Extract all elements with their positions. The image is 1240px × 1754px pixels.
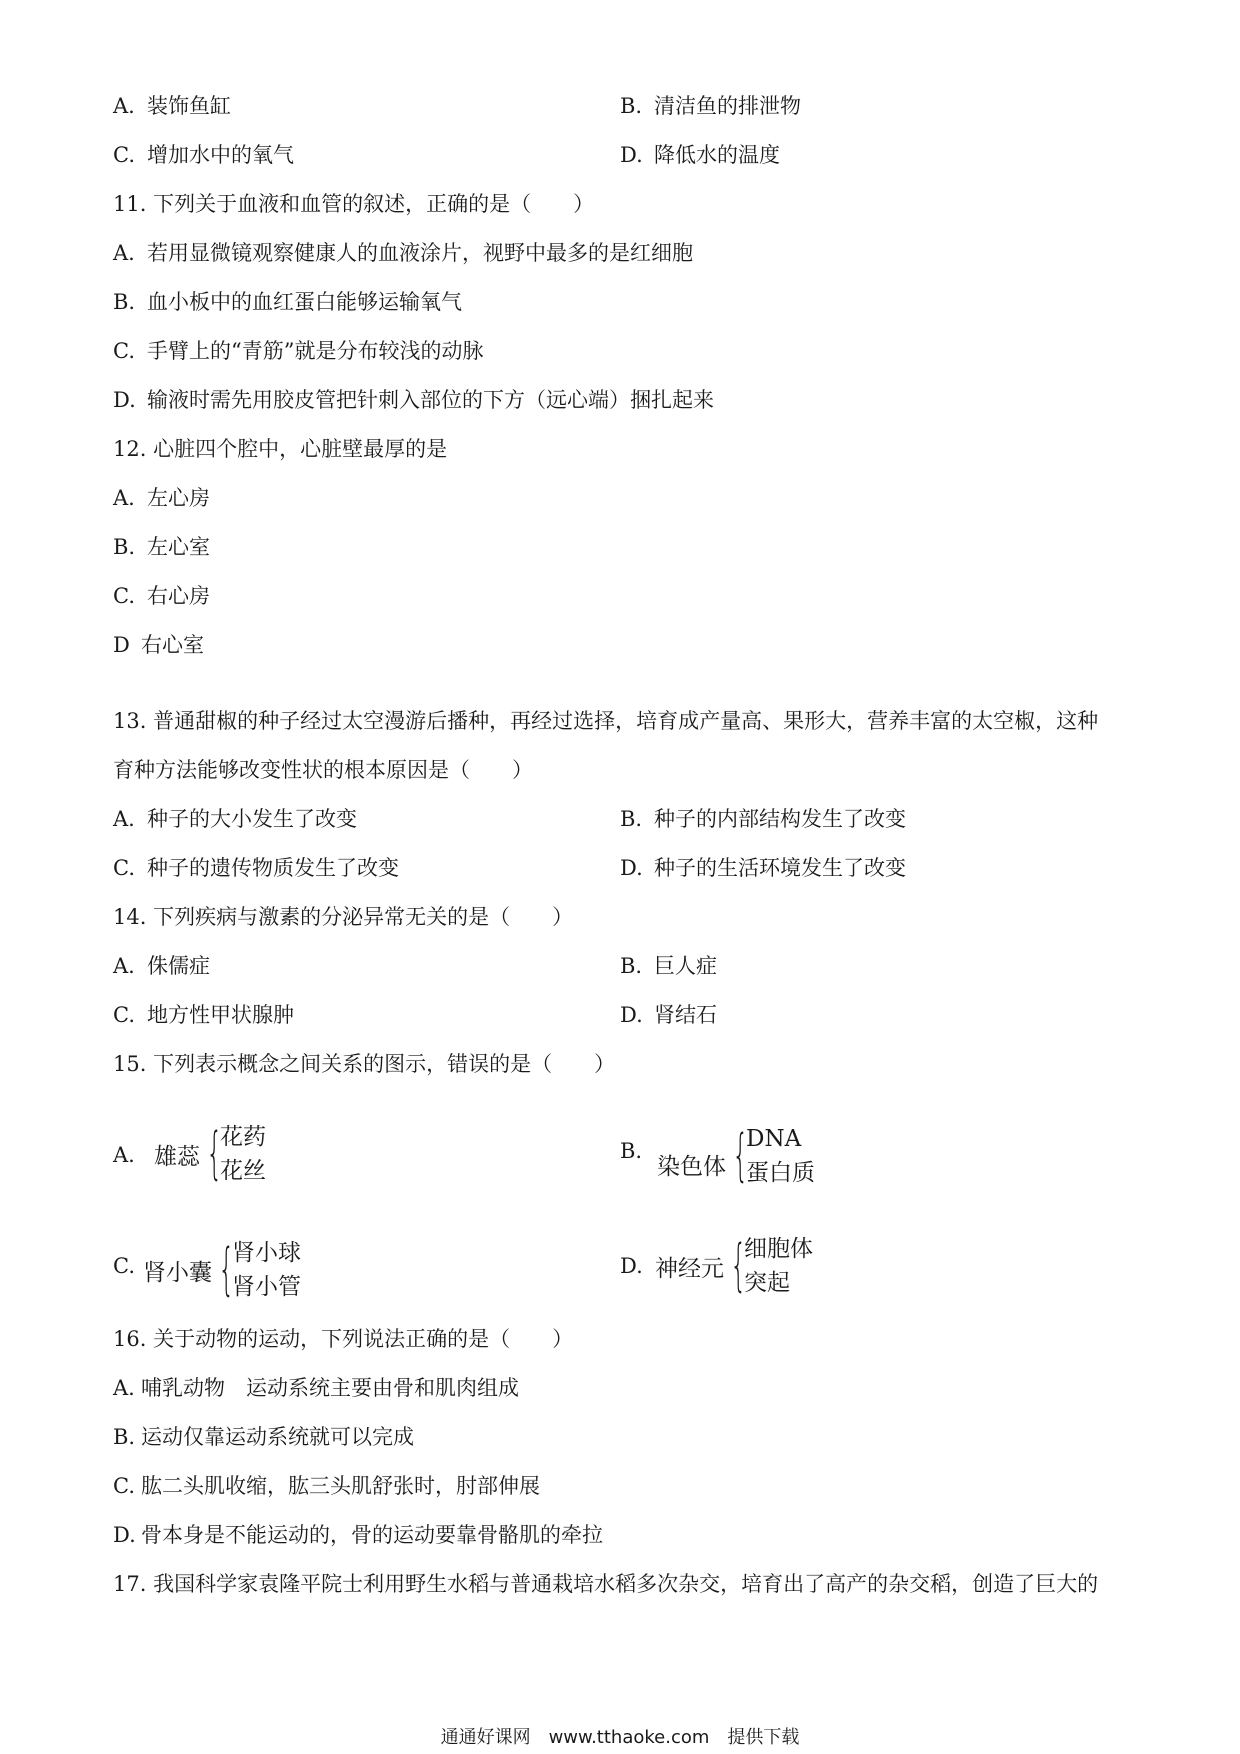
q15-d-item1: 细胞体 [744,1236,813,1262]
q10-option-b: B. 清洁鱼的排泄物 [620,94,801,118]
q13-stem-line2: 育种方法能够改变性状的根本原因是（ ） [113,758,533,782]
q10-option-c: C. 增加水中的氧气 [113,143,294,167]
q16-stem: 16. 关于动物的运动，下列说法正确的是（ ） [113,1327,574,1351]
q16-option-b: B. 运动仅靠运动系统就可以完成 [113,1425,414,1449]
q15-d-item2: 突起 [744,1270,790,1296]
q13-option-c: C. 种子的遗传物质发生了改变 [113,856,399,880]
q15-a-head: 雄蕊 [154,1143,200,1170]
footer-source: 通通好课网 www.tthaoke.com 提供下载 [440,1727,800,1748]
q13-option-d: D. 种子的生活环境发生了改变 [620,856,906,880]
brace-icon: { [732,1123,749,1188]
brace-icon: { [206,1121,223,1186]
q12-option-c: C. 右心房 [113,584,210,608]
q15-option-c-diagram [143,1236,301,1304]
q13-stem-line1: 13. 普通甜椒的种子经过太空漫游后播种，再经过选择，培育成产量高、果形大，营养丰富的太空椒，这种 [113,709,1099,733]
q12-option-b: B. 左心室 [113,535,210,559]
q13-option-a: A. 种子的大小发生了改变 [113,807,357,831]
brace-icon: { [218,1237,235,1302]
q14-option-a: A. 侏儒症 [113,954,210,978]
q15-option-a-label: A. [113,1143,135,1167]
q11-stem: 11. 下列关于血液和血管的叙述，正确的是（ ） [113,192,595,216]
q15-option-b-diagram [657,1122,815,1190]
q13-option-b: B. 种子的内部结构发生了改变 [620,807,906,831]
q15-option-d-diagram [655,1232,813,1300]
q15-stem: 15. 下列表示概念之间关系的图示，错误的是（ ） [113,1052,616,1076]
q11-option-a: A. 若用显微镜观察健康人的血液涂片，视野中最多的是红细胞 [113,241,693,265]
q15-b-item2: 蛋白质 [746,1160,815,1186]
q16-option-c: C. 肱二头肌收缩，肱三头肌舒张时，肘部伸展 [113,1474,540,1498]
q10-option-d: D. 降低水的温度 [620,143,780,167]
q15-c-item2: 肾小管 [232,1274,301,1300]
q16-option-d: D. 骨本身是不能运动的，骨的运动要靠骨骼肌的牵拉 [113,1523,603,1547]
q12-option-d: D 右心室 [113,633,204,657]
q15-d-head: 神经元 [655,1255,724,1282]
q14-option-d: D. 肾结石 [620,1003,717,1027]
q11-option-c: C. 手臂上的“青筋”就是分布较浅的动脉 [113,339,484,363]
q15-c-head: 肾小囊 [143,1259,212,1286]
brace-icon: { [730,1233,747,1298]
q15-b-item1: DNA [746,1126,802,1152]
q12-stem: 12. 心脏四个腔中，心脏壁最厚的是 [113,437,448,461]
q11-option-d: D. 输液时需先用胶皮管把针刺入部位的下方（远心端）捆扎起来 [113,388,714,412]
q15-c-item1: 肾小球 [232,1240,301,1266]
q15-option-b-label: B. [620,1139,643,1163]
q16-option-a: A. 哺乳动物 运动系统主要由骨和肌肉组成 [113,1376,519,1400]
q15-a-item2: 花丝 [220,1158,266,1184]
q15-a-item1: 花药 [220,1124,266,1150]
q14-option-c: C. 地方性甲状腺肿 [113,1003,294,1027]
q10-option-a: A. 装饰鱼缸 [113,94,231,118]
q15-b-head: 染色体 [657,1153,726,1180]
q12-option-a: A. 左心房 [113,486,210,510]
q11-option-b: B. 血小板中的血红蛋白能够运输氧气 [113,290,462,314]
q15-option-d-label: D. [620,1254,643,1278]
q14-stem: 14. 下列疾病与激素的分泌异常无关的是（ ） [113,905,574,929]
q17-stem: 17. 我国科学家袁隆平院士利用野生水稻与普通栽培水稻多次杂交，培育出了高产的杂交稻，创造了巨大的 [113,1572,1099,1596]
q14-option-b: B. 巨人症 [620,954,717,978]
q15-option-a-diagram [154,1120,266,1188]
q15-option-c-label: C. [113,1254,135,1278]
